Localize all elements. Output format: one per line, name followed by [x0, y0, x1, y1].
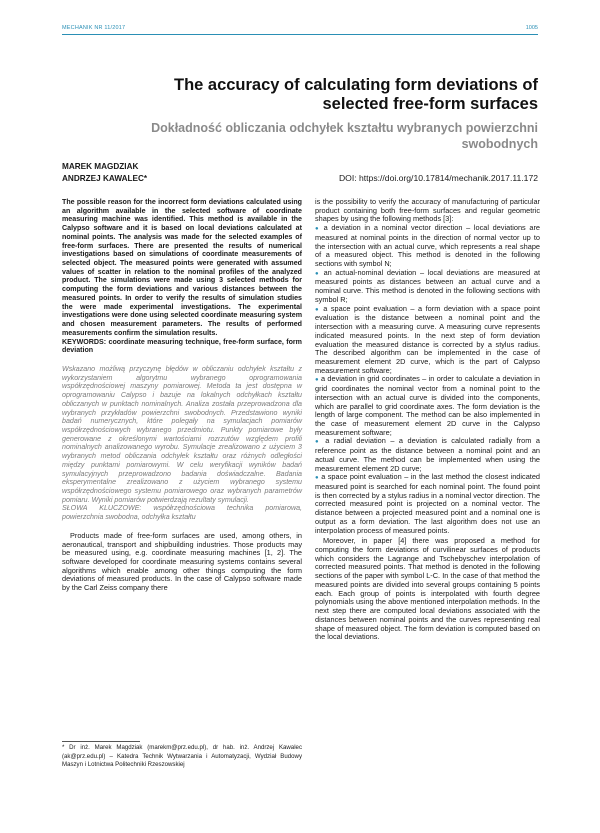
keywords	[62, 338, 302, 355]
bullet-icon: ●	[315, 377, 321, 384]
method-item	[315, 224, 540, 269]
header-rule	[62, 34, 538, 35]
method-item	[315, 473, 540, 535]
method-text: a space point evaluation – a form deviation with a space point evaluation is the distance between a nominal point and the intersection with a measuring curve. A measuring curve represents indicated measured points. In the next step of form deviation evaluation the measured distance is corrected by a stylus radius. The described algorithm can be implemented in the case of measurement element 2D curve, which is the part of Calypso measurement software;	[315, 303, 541, 375]
abstract: The possible reason for the incorrect form deviations calculated using an algorithm available in the selected software of coordinate measuring machine was identified. This method is available in the Calypso software and it is based on local deviations calculated at nominal points. The analysis was made for the selected examples of free-form surfaces. There are presented the results of numerical investigations based on simulations of coordinate measurements of selected object. The measured points were generated with assumed values of scatter in relation to the nominal profiles of the analyzed product. The simulations were made using 3 selected methods for computing the form deviations and various distances between the measured points. In order to verify the results of simulation studies the were made experimental investigations. The experimental investigations were done using selected coordinate measuring system and chosen measurement parameters. The results of performed measurements confirm the simulation results.	[62, 198, 302, 337]
bullet-icon: ●	[315, 475, 322, 482]
slowa-kluczowe-label: SŁOWA KLUCZOWE:	[62, 504, 142, 513]
method-text: a deviation in grid coordinates – in order to calculate a deviation in grid coordinates the nominal vector from a nominal point to the intersection with an actual curve is divided into the components, which are parallel to grid coordinate axes. The form deviation is the length of large component. The method can be also implemented in the case of measurement element 2D curve in the Calypso measurement software;	[315, 374, 540, 437]
slowa-kluczowe-text: współrzędnościowa technika pomiarowa, powierzchnia swobodna, odchyłka kształtu	[62, 504, 302, 522]
slowa-kluczowe	[62, 504, 302, 521]
doi-link[interactable]: DOI: https://doi.org/10.17814/mechanik.2017.11.172	[338, 173, 538, 183]
footnote-rule	[62, 741, 140, 742]
journal-header: MECHANIK NR 11/2017	[62, 25, 126, 31]
method-item	[315, 269, 540, 305]
authors	[62, 161, 147, 184]
author-footnote: * Dr inż. Marek Magdziak (marekm@prz.edu.pl), dr hab. inż. Andrzej Kawalec (ak@prz.edu.pl) – Katedra Technik Wytwarzania i Automatyzacji, Wydział Budowy Maszyn i Lotnictwa Politechniki Rzeszowskiej	[62, 744, 302, 769]
keywords-label: KEYWORDS:	[62, 337, 107, 346]
bullet-icon: ●	[315, 226, 324, 233]
author-2: ANDRZEJ KAWALEC*	[62, 173, 148, 183]
article-title: The accuracy of calculating form deviations of selected free-form surfaces	[173, 76, 538, 113]
page-number: 1005	[525, 25, 538, 31]
paragraph-2: Moreover, in paper [4] there was proposed a method for computing the form deviations of curvilinear surfaces of products which considers the Lagrange and Tschebyschev interpolation of corrected measured points. That method is denoted in the following sections of the paper with symbol L-C. In the case of that method the measured points are divided into several groups containing 5 points each. Each group of points is interpolated with fourth degree polynomials using the above mentioned interpolation methods. In the next step there are computed local deviations associated with the distances between nominal points and the curves representing real shape of measured object. The form deviation is computed based on the local deviations.	[315, 536, 540, 642]
method-item	[315, 437, 540, 473]
bullet-icon: ●	[315, 306, 324, 313]
method-text: a deviation in a nominal vector direction – local deviations are measured at nominal points in the direction of normal vector up to the intersection with an actual curve, which represents a real shape of a measured object. This method is denoted in the following sections with symbol N;	[315, 223, 540, 269]
bullet-icon: ●	[315, 270, 324, 277]
bullet-icon: ●	[315, 439, 326, 446]
method-text: a radial deviation – a deviation is calculated radially from a reference point as the distance between a nominal point and an actual curve. The method can be implemented when using the measurement element 2D curve;	[315, 436, 540, 473]
method-text: a space point evaluation – in the last method the closest indicated measured point is searched for each nominal point. The found point is then corrected by a stylus radius in a nominal vector direction. The corrected measured point is projected on a nominal vector. The distance between a projected measured point and a nominal one is output as a form deviation. The last algorithm does not use an interpolation process of measured points.	[315, 472, 540, 535]
left-column	[62, 198, 302, 593]
keywords-text: coordinate measuring technique, free-form surface, form deviation	[62, 337, 302, 355]
method-text: an actual-nominal deviation – local deviations are measured at measured points as distances between an actual curve and a nominal curve. This method is denoted in the following sections with symbol R;	[315, 267, 540, 304]
streszczenie: Wskazano możliwą przyczynę błędów w obliczaniu odchyłek kształtu z wykorzystaniem algorytmu wybranego oprogramowania współrzędnościowej maszyny pomiarowej. Metoda ta jest dostępna w oprogramowaniu Calypso i bazuje na lokalnych odchyłkach kształtu obliczanych w punktach nominalnych. Analiza została przeprowadzona dla wybranych przykładów powierzchni swobodnych. Przedstawiono wyniki badań numerycznych, które polegały na symulacjach pomiarów współrzędnościowych wybranego przedmiotu. Punkty pomiarowe były generowane z określonymi wartościami rozrzutów względem profili nominalnych analizowanego wyrobu. Symulacje zrealizowano z użyciem 3 wybranych metod obliczania odchyłek kształtu oraz różnych odległości między punktami pomiarowymi. W celu weryfikacji wyników badań symulacyjnych przeprowadzono badania doświadczalne. Badania eksperymentalne zrealizowano z użyciem wybranego systemu współrzędnościowego systemu pomiarowego oraz wybranych parametrów pomiaru. Wyniki pomiarów potwierdzają rezultaty symulacji.	[62, 364, 302, 504]
author-1: MAREK MAGDZIAK	[62, 162, 139, 171]
method-item	[315, 375, 540, 437]
right-column	[315, 198, 540, 642]
intro-paragraph: Products made of free-form surfaces are used, among others, in aeronautical, transport and shipbuilding industries. Those products may be measured using, e.g. coordinate measuring machines [1, 2]. The software developed for coordinate measuring systems contains several algorithms which enable among other things computing the form deviations of measured products. In the case of Calypso software made by the Carl Zeiss company there	[62, 530, 302, 593]
article-subtitle: Dokładność obliczania odchyłek kształtu wybranych powierzchni swobodnych	[151, 121, 538, 151]
methods-lead: is the possibility to verify the accuracy of manufacturing of particular product containing both free-form surfaces and regular geometric shapes by using the following methods [3]:	[315, 197, 540, 224]
method-item	[315, 305, 540, 376]
